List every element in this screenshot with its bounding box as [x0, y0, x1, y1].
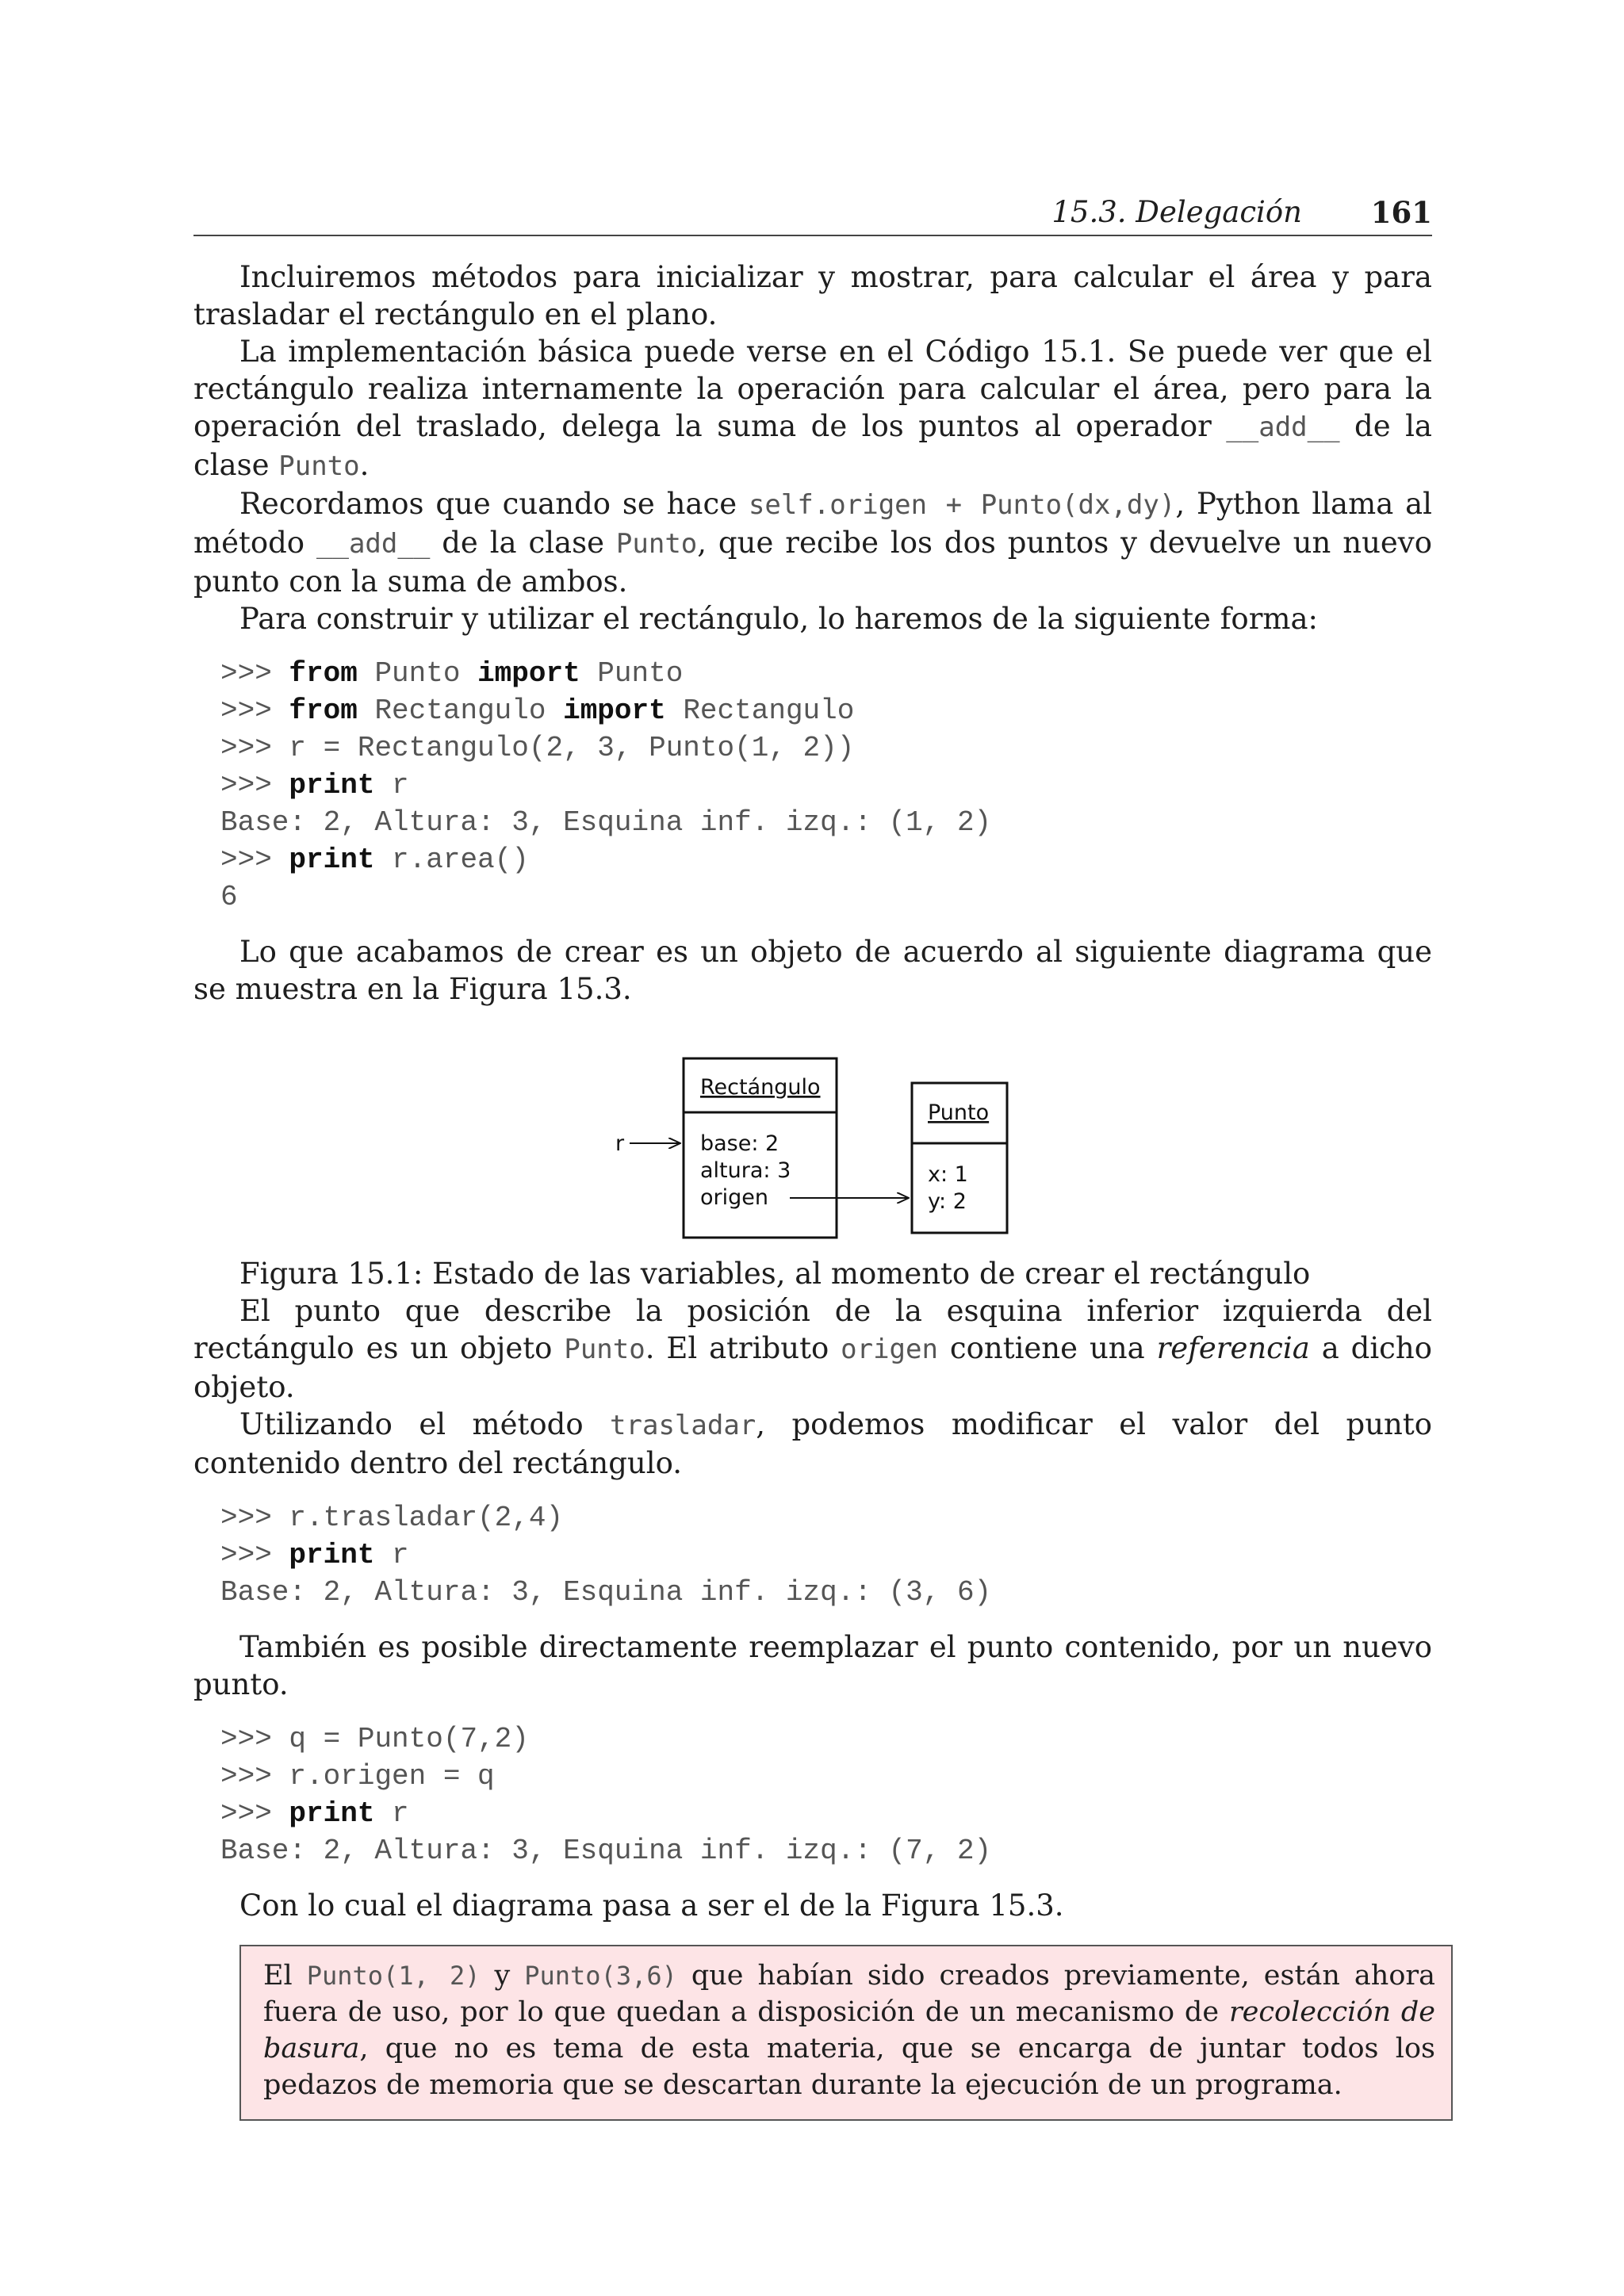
text: de la clase — [430, 526, 616, 560]
paragraph-1: Incluiremos métodos para inicializar y mostrar, para calcular el área y para trasladar el rectángulo en el plano. — [193, 260, 1432, 331]
object-diagram — [193, 1030, 1432, 1255]
text: . El atributo — [645, 1331, 841, 1365]
code-block-3 — [220, 1720, 1432, 1869]
code-line: >>> from Rectangulo import Rectangulo — [220, 695, 855, 727]
paragraph-2 — [193, 333, 1432, 485]
text: que habían sido creados previamente, están ahora fuera de uso, por lo que quedan a disposición de un mecanismo de — [263, 1960, 1435, 2028]
paragraph-7 — [193, 1406, 1432, 1482]
inline-code: __add__ — [316, 528, 431, 560]
emphasis: referencia — [1156, 1331, 1310, 1365]
inline-code: origen — [841, 1334, 938, 1365]
text: de la clase — [193, 409, 1432, 482]
paragraph-9: Con lo cual el diagrama pasa a ser el de la Figura 15.3. — [239, 1888, 1064, 1923]
paragraph-8: También es posible directamente reemplazar el punto contenido, por un nuevo punto. — [193, 1630, 1432, 1701]
code-output: Base: 2, Altura: 3, Esquina inf. izq.: (7, 2) — [220, 1835, 992, 1867]
inline-code: Punto — [278, 450, 360, 482]
paragraph-6 — [193, 1292, 1432, 1406]
code-line: >>> r = Rectangulo(2, 3, Punto(1, 2)) — [220, 732, 855, 764]
code-output: Base: 2, Altura: 3, Esquina inf. izq.: (1, 2) — [220, 806, 992, 839]
rectangulo-attr-altura: altura: 3 — [700, 1158, 791, 1183]
text: , que recibe los dos puntos y devuelve un nuevo punto con la suma de ambos. — [193, 526, 1432, 599]
code-line: >>> r.origen = q — [220, 1760, 495, 1793]
variable-r-label: r — [615, 1131, 625, 1156]
text: El — [263, 1960, 307, 1992]
text: El punto que describe la posición de la esquina inferior izquierda del rectángulo es un objeto — [193, 1294, 1432, 1365]
code-block-2 — [220, 1499, 1432, 1611]
code-output: Base: 2, Altura: 3, Esquina inf. izq.: (3, 6) — [220, 1576, 992, 1609]
code-line: >>> print r — [220, 769, 409, 802]
code-line: >>> q = Punto(7,2) — [220, 1723, 529, 1755]
diagram-svg — [193, 1030, 1432, 1255]
paragraph-3 — [193, 485, 1432, 600]
inline-code: Punto(1, 2) — [306, 1961, 481, 1991]
text: La implementación básica puede verse en el Código 15.1. Se puede ver que el rectángulo realiza internamente la operación para calcular el área, pero para la operación del traslado, delega la suma de los puntos al operador — [193, 335, 1432, 443]
running-header — [193, 195, 1432, 236]
text: . — [359, 448, 370, 482]
code-line: >>> from Punto import Punto — [220, 657, 684, 690]
emphasis: recolección de basura — [263, 1996, 1435, 2064]
inline-code: self.origen + Punto(dx,dy) — [748, 489, 1176, 521]
code-block-1 — [220, 655, 1432, 916]
inline-code: Punto — [615, 528, 698, 560]
code-line: >>> print r — [220, 1539, 409, 1571]
punto-attr-y: y: 2 — [928, 1189, 967, 1214]
punto-title: Punto — [928, 1100, 990, 1125]
rectangulo-title: Rectángulo — [700, 1075, 821, 1100]
code-line: >>> print r — [220, 1797, 409, 1830]
text: , que no es tema de esta materia, que se encarga de juntar todos los pedazos de memoria que se descartan durante la ejecución de un programa. — [263, 2033, 1435, 2101]
text: Utilizando el método — [239, 1407, 611, 1441]
code-line: >>> r.trasladar(2,4) — [220, 1502, 564, 1534]
page-number: 161 — [1370, 195, 1432, 230]
code-output: 6 — [220, 881, 238, 913]
note-box — [239, 1945, 1453, 2121]
inline-code: Punto(3,6) — [524, 1961, 677, 1991]
code-line: >>> print r.area() — [220, 844, 529, 876]
text: Recordamos que cuando se hace — [239, 487, 749, 521]
paragraph-5: Lo que acabamos de crear es un objeto de acuerdo al siguiente diagrama que se muestra en la Figura 15.3. — [193, 935, 1432, 1006]
page-body — [193, 258, 1435, 2121]
text: , podemos modificar el valor del punto contenido dentro del rectángulo. — [193, 1407, 1433, 1480]
section-title: 15.3. Delegación — [1051, 195, 1302, 229]
text: y — [480, 1960, 525, 1992]
figure-caption: Figura 15.1: Estado de las variables, al momento de crear el rectángulo — [239, 1257, 1311, 1291]
text: a dicho objeto. — [193, 1331, 1433, 1404]
inline-code: Punto — [564, 1334, 645, 1365]
paragraph-4: Para construir y utilizar el rectángulo, lo haremos de la siguiente forma: — [239, 602, 1318, 636]
punto-attr-x: x: 1 — [928, 1162, 968, 1187]
rectangulo-attr-base: base: 2 — [700, 1131, 779, 1156]
text: , Python llama al método — [193, 487, 1432, 560]
inline-code: trasladar — [610, 1410, 756, 1441]
inline-code: __add__ — [1226, 411, 1340, 443]
rectangulo-attr-origen: origen — [700, 1185, 768, 1210]
text: contiene una — [937, 1331, 1157, 1365]
